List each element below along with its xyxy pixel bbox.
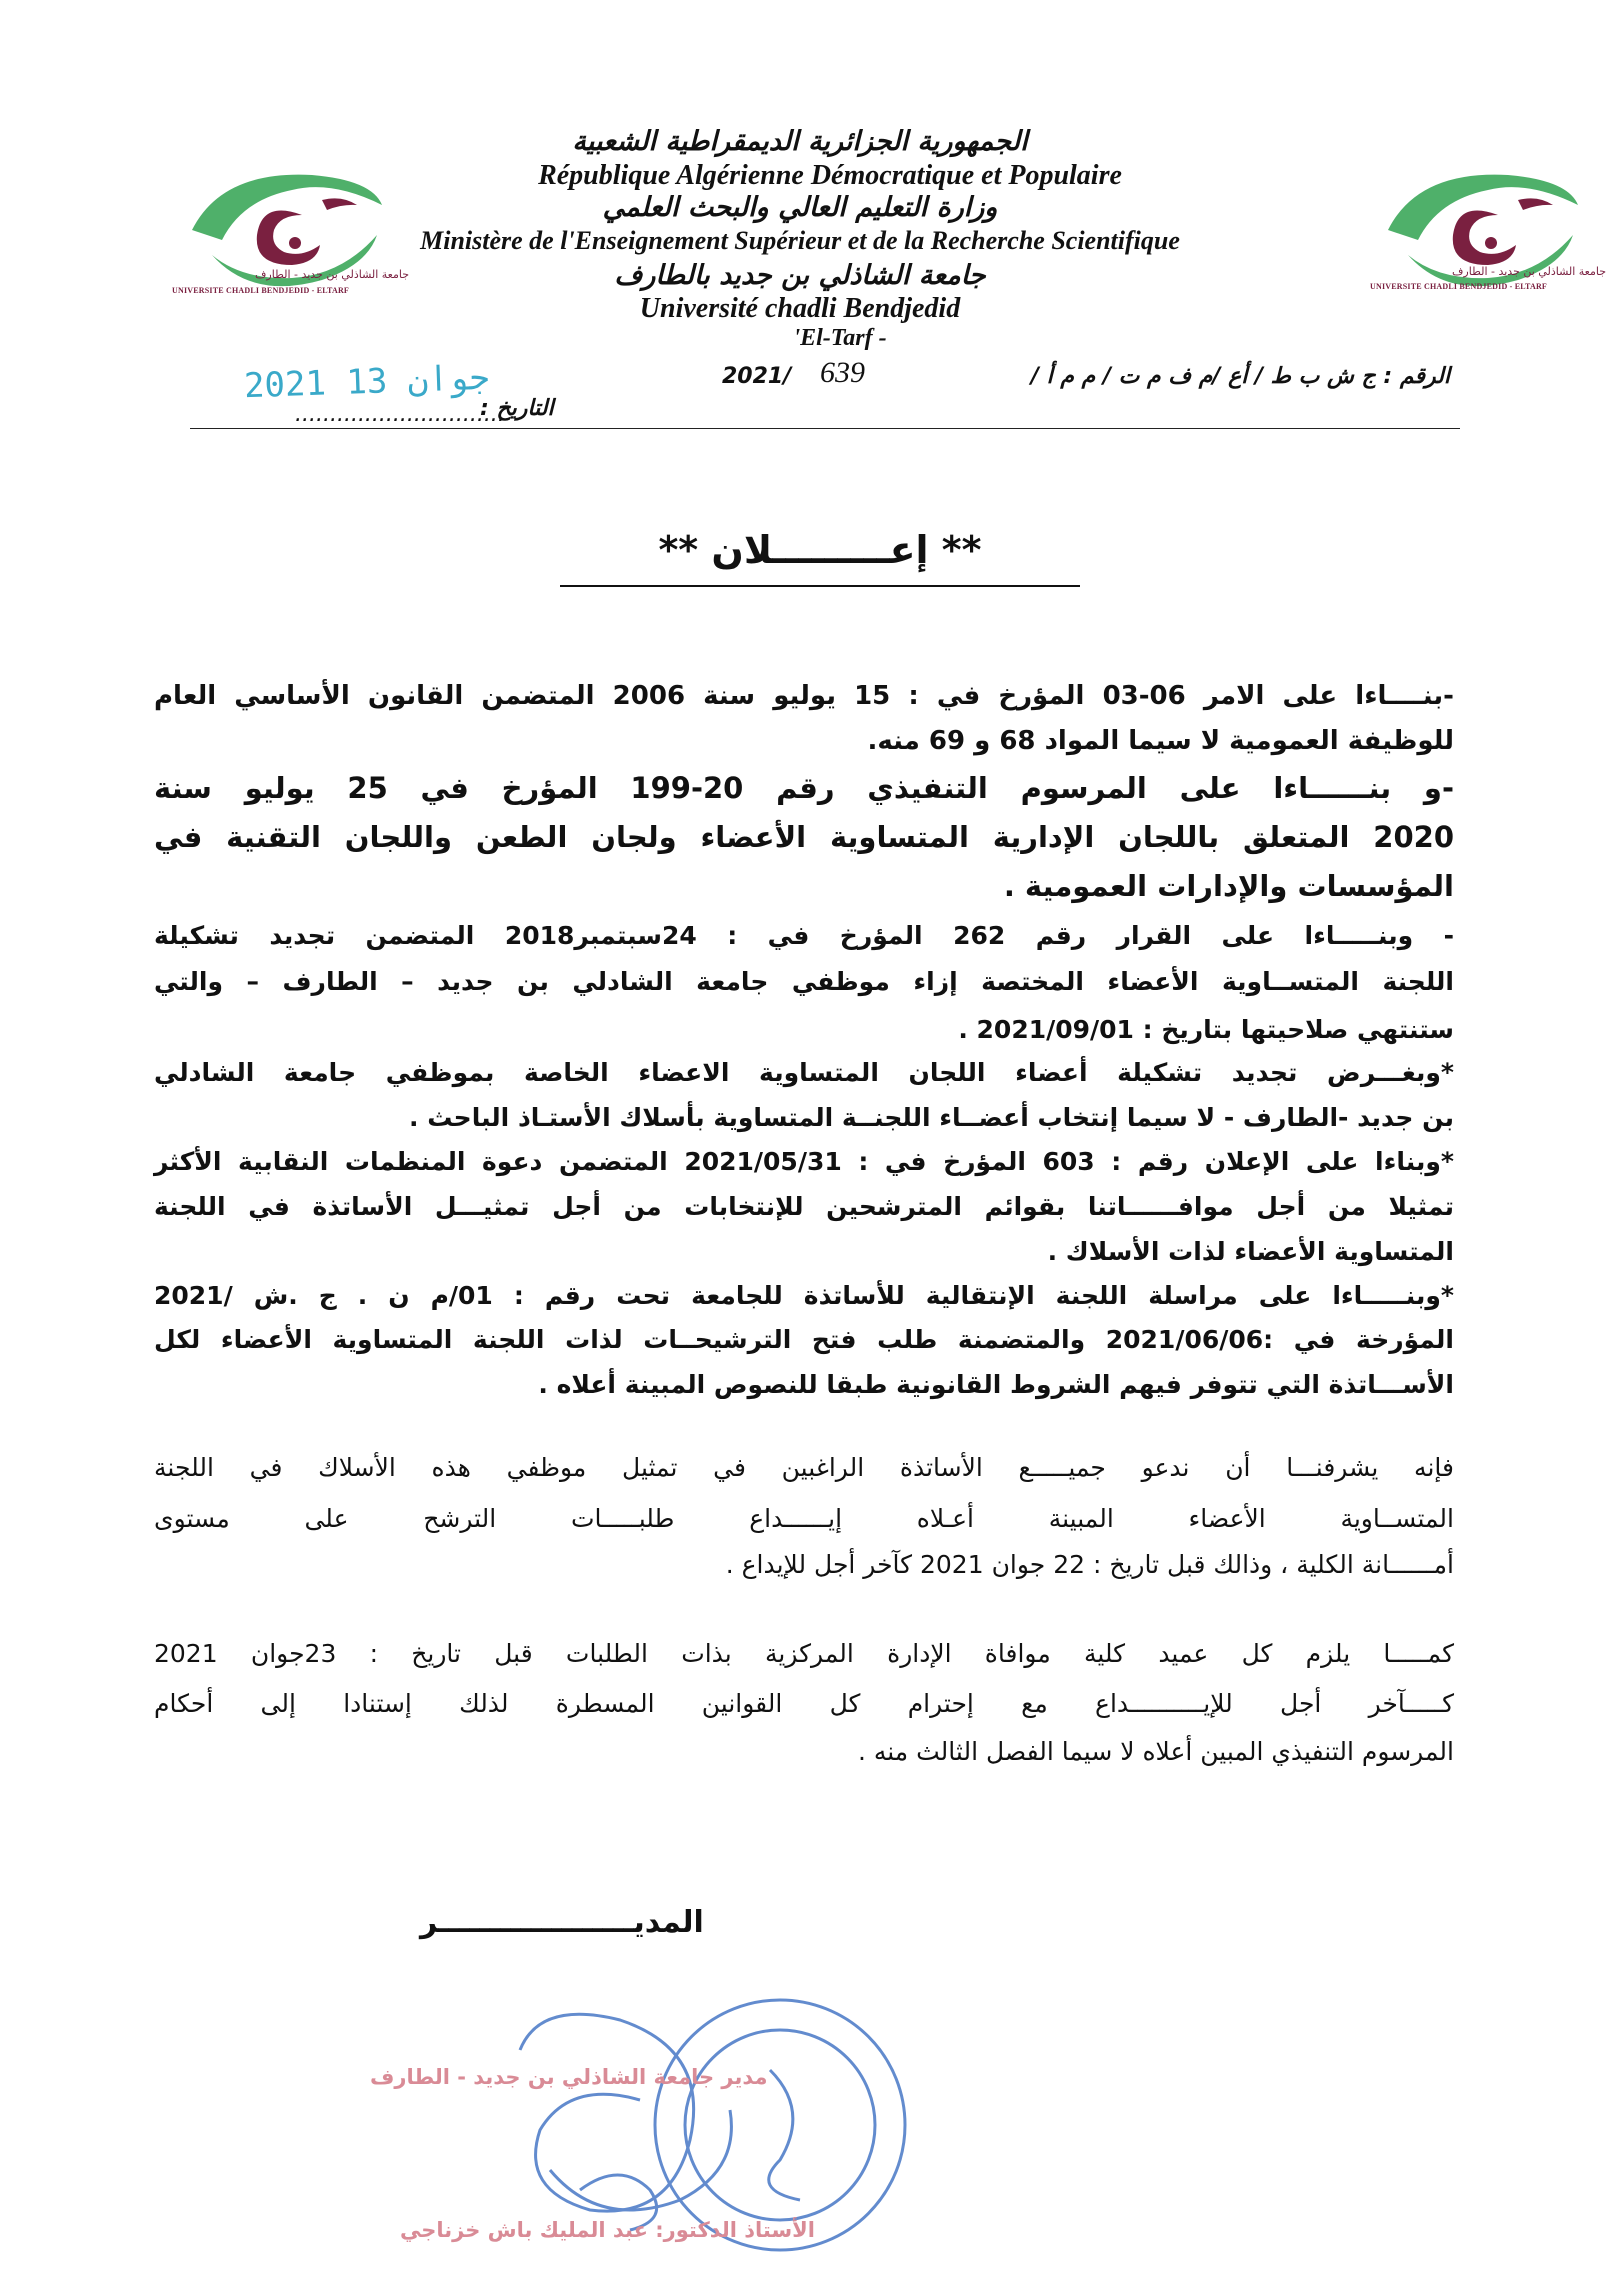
signer-title: المديـــــــــــــــــــر xyxy=(420,1905,704,1940)
paragraph3-line-3: المرسوم التنفيذي المبين أعلاه لا سيما الفصل الثالث منه . xyxy=(857,1737,1454,1766)
logo-caption-ar-right: جامعة الشاذلي بن جديد - الطارف xyxy=(1452,265,1606,278)
header-university-ar: جامعة الشاذلي بن جديد بالطارف xyxy=(614,260,986,291)
reference-year: 2021/ xyxy=(722,364,792,389)
body-line-3: -و بنــــــاءا على المرسوم التنفيذي رقم 20-199 المؤرخ في 25 يوليو سنة xyxy=(154,771,1454,805)
body-line-4: 2020 المتعلق باللجان الإدارية المتساوية الأعضاء ولجان الطعن واللجان التقنية في xyxy=(154,820,1454,854)
paragraph2-line-3: أمــــــانة الكلية ، وذالك قبل تاريخ : 22 جوان 2021 كآخر أجل للإيداع . xyxy=(725,1550,1454,1579)
header-ministry-ar: وزارة التعليم العالي والبحث العلمي xyxy=(602,192,998,223)
paragraph2-line-2: المتســاوية الأعضاء المبينة أعـلاه إيــــــداع طلبـــــات الترشح على مستوى xyxy=(154,1504,1454,1533)
body-line-13: المتساوية الأعضاء لذات الأسلاك . xyxy=(1047,1237,1454,1266)
body-line-2: للوظيفة العمومية لا سيما المواد 68 و 69 منه. xyxy=(867,726,1454,756)
paragraph2-line-1: فإنه يشرفنـــا أن ندعو جميـــــع الأساتذة الراغبين في تمثيل موظفي هذه الأسلاك في اللجنة xyxy=(154,1453,1454,1482)
body-line-5: المؤسسات والإدارات العمومية . xyxy=(1003,869,1454,903)
seal-professor-line: الأستاذ الدكتور: عبد المليك باش خزناجي xyxy=(400,2218,815,2242)
header-divider xyxy=(190,428,1460,429)
reference-label: الرقم : ج ش ب ط / أع /م ف م ت / م م أ / xyxy=(1030,364,1450,389)
title-underline xyxy=(560,585,1080,587)
body-line-16: الأســـاتذة التي تتوفر فيهم الشروط القانونية طبقا للنصوص المبينة أعلاه . xyxy=(538,1370,1454,1399)
paragraph3-line-2: كـــــآخر أجل للإيــــــــــداع مع إحترام كل القوانين المسطرة لذلك إستنادا إلى أحكام xyxy=(154,1689,1454,1718)
announcement-title: ** إعـــــــــلان ** xyxy=(658,528,982,572)
reference-number: 639 xyxy=(820,356,865,389)
date-dots: .............................. xyxy=(295,402,505,427)
header-ministry-fr: Ministère de l'Enseignement Supérieur et de la Recherche Scientifique xyxy=(420,226,1180,255)
body-line-7: اللجنة المتســاوية الأعضاء المختصة إزاء موظفي جامعة الشادلي بن جديد – الطارف – والتي xyxy=(154,967,1454,996)
paragraph3-line-1: كمـــــا يلزم كل عميد كلية موافاة الإدارة المركزية بذات الطلبات قبل تاريخ : 23جوان 2021 xyxy=(154,1639,1455,1668)
date-stamp: 2021 جوان 13 xyxy=(243,357,491,407)
logo-caption-ar-left: جامعة الشاذلي بن جديد - الطارف xyxy=(255,268,410,281)
body-line-1: -بنــــاءا على الامر 06-03 المؤرخ في : 15 يوليو سنة 2006 المتضمن القانون الأساسي العام xyxy=(154,681,1454,711)
body-line-9: *وبغـــرض تجديد تشكيلة أعضاء اللجان المتساوية الاعضاء الخاصة بموظفي جامعة الشادلي xyxy=(154,1058,1454,1087)
body-line-11: *وبناءا على الإعلان رقم : 603 المؤرخ في : 2021/05/31 المتضمن دعوة المنظمات النقابية الأكثر xyxy=(154,1147,1455,1176)
body-line-12: تمثيلا من أجل موافــــــاتنا بقوائم المترشحين للإنتخابات من أجل تمثيـــل الأساتذة في اللجنة xyxy=(154,1192,1454,1221)
header-republic-fr: République Algérienne Démocratique et Populaire xyxy=(538,160,1122,191)
date-label: التاريخ : xyxy=(480,396,554,421)
seal-director-line: مدير جامعة الشاذلي بن جديد - الطارف xyxy=(370,2065,768,2089)
header-university-fr: Université chadli Bendjedid xyxy=(639,293,961,324)
body-line-15: المؤرخة في :2021/06/06 والمتضمنة طلب فتح الترشيحــات لذات اللجنة المتساوية الأعضاء لكل xyxy=(154,1325,1454,1354)
body-line-8: ستنتهي صلاحيتها بتاريخ : 2021/09/01 . xyxy=(958,1015,1454,1044)
header-republic-ar: الجمهورية الجزائرية الديمقراطية الشعبية xyxy=(572,126,1028,157)
header-city-fr: 'El-Tarf - xyxy=(793,325,887,351)
body-line-6: - وبنـــــاءا على القرار رقم 262 المؤرخ في : 24سبتمبر2018 المتضمن تجديد تشكيلة xyxy=(154,921,1454,950)
logo-caption-fr-left: UNIVERSITE CHADLI BENDJEDID - ELTARF xyxy=(172,286,350,295)
logo-caption-fr-right: UNIVERSITE CHADLI BENDJEDID - ELTARF xyxy=(1370,282,1548,291)
body-line-14: *وبنـــــاءا على مراسلة اللجنة الإنتقالية للأساتذة للجامعة تحت رقم : 01/م ن . ج .ش /2021 xyxy=(154,1281,1454,1310)
body-line-10: بن جديد -الطارف - لا سيما إنتخاب أعضــاء اللجنــة المتساوية بأسلاك الأستـاذ الباحث . xyxy=(409,1103,1454,1132)
